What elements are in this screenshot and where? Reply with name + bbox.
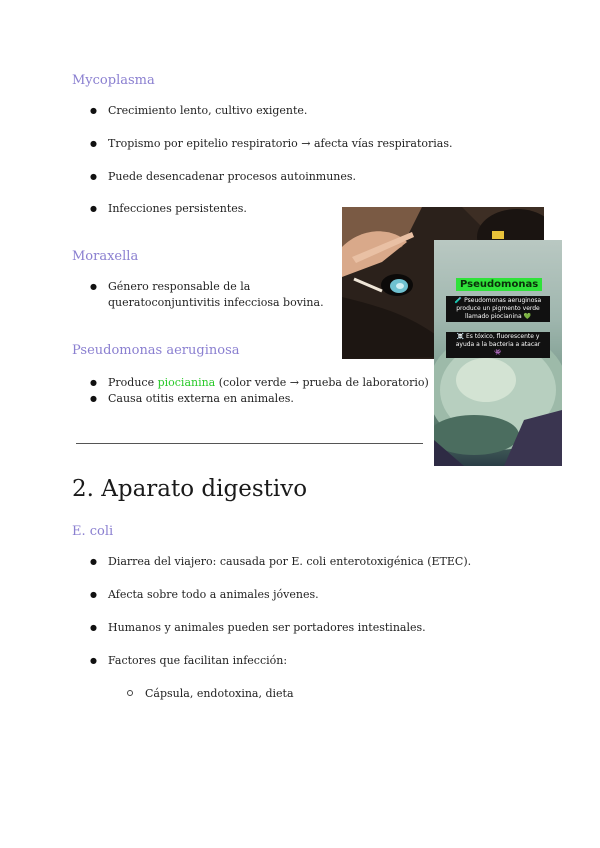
section-title-pseudomonas: Pseudomonas aeruginosa	[72, 343, 240, 358]
sub-list-item: Cápsula, endotoxina, dieta	[145, 687, 294, 700]
caption-line: produce un pigmento verde	[456, 305, 540, 312]
section-title-mycoplasma: Mycoplasma	[72, 73, 155, 88]
bullet-icon: ●	[90, 106, 97, 115]
bullet-icon: ●	[90, 590, 97, 599]
pseudomonas-plate-photo	[434, 240, 562, 466]
bullet-icon: ●	[90, 378, 97, 387]
list-item: Causa otitis externa en animales.	[108, 392, 294, 405]
list-item-line: queratoconjuntivitis infecciosa bovina.	[108, 296, 324, 309]
bullet-icon: ●	[90, 282, 97, 291]
caption-line: llamado piocianina 💚	[464, 313, 532, 320]
bullet-icon: ●	[90, 656, 97, 665]
bullet-icon: ●	[90, 394, 97, 403]
caption-line: 🧪 Pseudomonas aeruginosa	[454, 297, 542, 304]
horizontal-rule	[76, 443, 423, 444]
bullet-icon: ●	[90, 623, 97, 632]
caption-line: 👾	[494, 349, 502, 356]
bullet-icon: ●	[90, 172, 97, 181]
list-item: Afecta sobre todo a animales jóvenes.	[108, 588, 319, 601]
caption-line: ayuda a la bacteria a atacar	[455, 341, 541, 348]
chapter-title: 2. Aparato digestivo	[72, 476, 308, 502]
list-item: Diarrea del viajero: causada por E. coli enterotoxigénica (ETEC).	[108, 555, 472, 568]
bullet-icon: ●	[90, 204, 97, 213]
plate-caption-2	[446, 332, 550, 358]
bullet-icon: ●	[90, 139, 97, 148]
bullet-icon: ●	[90, 557, 97, 566]
list-item: Puede desencadenar procesos autoinmunes.	[108, 170, 357, 183]
list-item: Humanos y animales pueden ser portadores intestinales.	[108, 621, 426, 634]
section-title-ecoli: E. coli	[72, 524, 114, 539]
list-item: Crecimiento lento, cultivo exigente.	[108, 104, 308, 117]
list-item: Tropismo por epitelio respiratorio → afecta vías respiratorias.	[108, 137, 453, 150]
highlight-text: piocianina	[157, 376, 216, 389]
text: (color verde → prueba de laboratorio)	[215, 376, 429, 389]
list-item-line: Género responsable de la	[108, 280, 251, 293]
list-item: Factores que facilitan infección:	[108, 654, 288, 667]
section-title-moraxella: Moraxella	[72, 249, 139, 264]
list-item	[108, 375, 429, 391]
plate-title-label: Pseudomonas	[456, 278, 542, 291]
plate-caption-1	[446, 296, 550, 322]
text: Produce	[108, 376, 158, 389]
caption-line: ☠️ Es tóxico, fluorescente y	[456, 333, 540, 340]
list-item: Infecciones persistentes.	[108, 202, 247, 215]
hollow-bullet-icon	[127, 690, 133, 696]
